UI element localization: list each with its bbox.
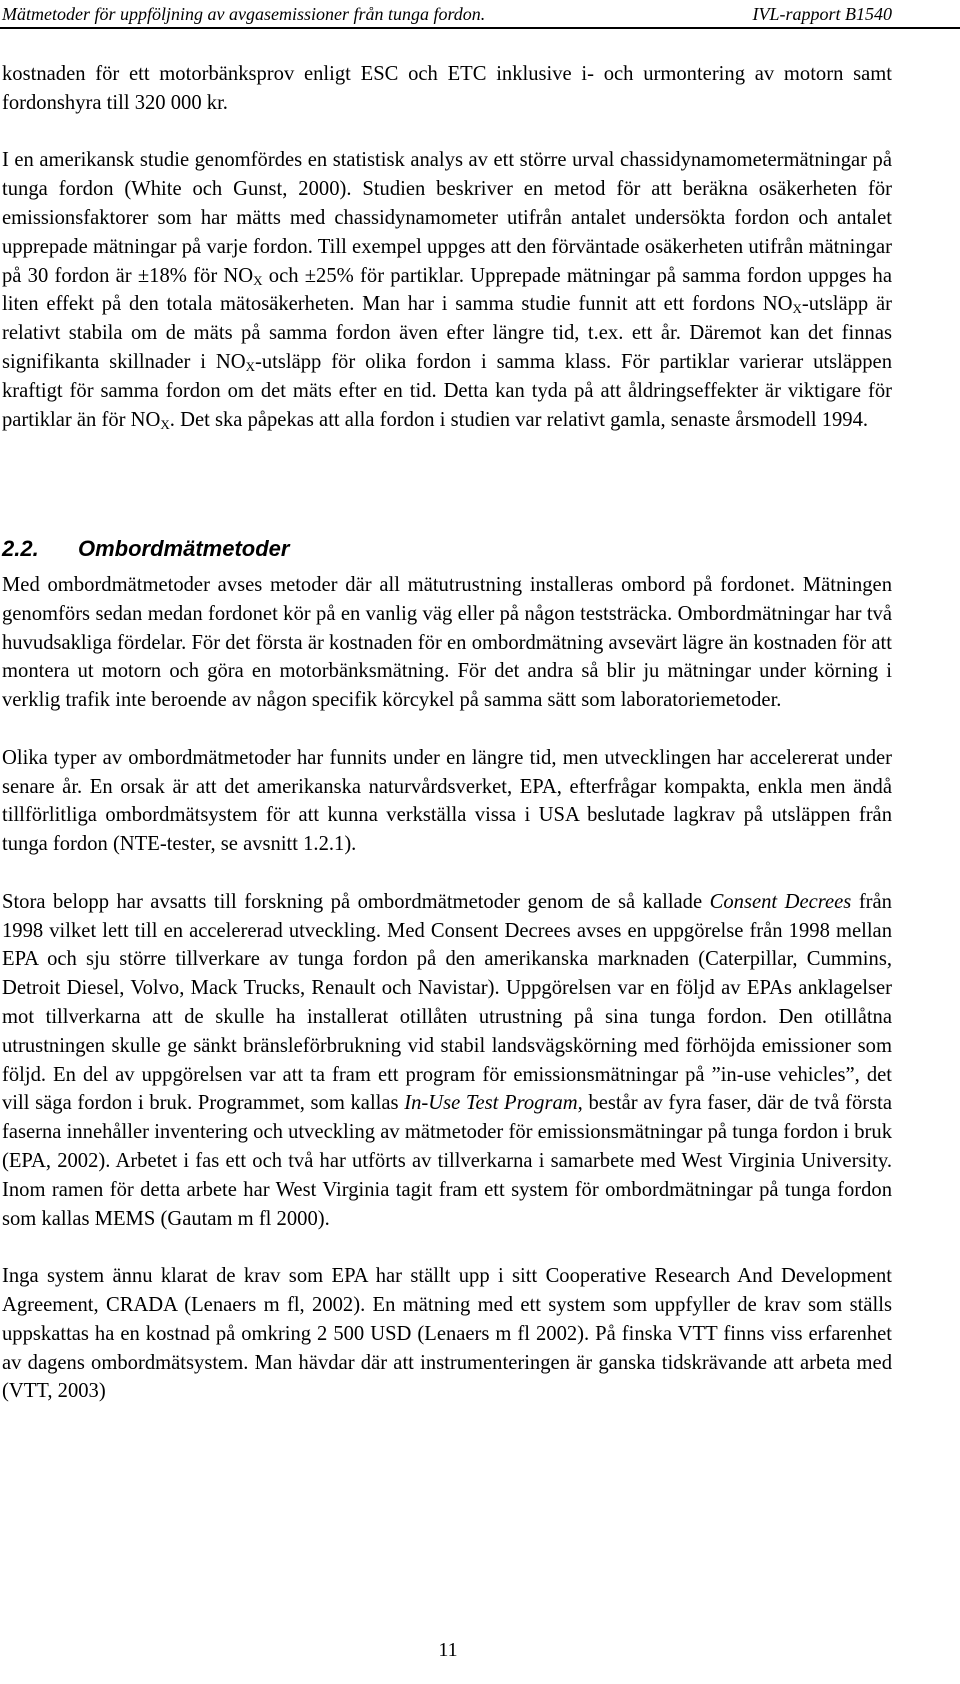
page-number: 11 [438,1639,458,1661]
running-header [0,2,960,28]
paragraph-6: Inga system ännu klarat de krav som EPA har ställt upp i sitt Cooperative Research And Development Agreement, CRADA (Lenaers m fl, 2002). En mätning med ett system som uppfyller de krav som ställs uppskattas ha en kostnad på omkring 2 500 USD (Lenaers m fl 2002). På finska VTT finns viss erfarenhet av dagens ombordmätsystem. Man hävdar där att instrumenteringen är ganska tidskrävande att arbeta med (VTT, 2003) [2,1265,892,1403]
paragraph-1: kostnaden för ett motorbänksprov enligt ESC och ETC inklusive i- och urmontering av motorn samt fordonshyra till 320 000 kr. [2,63,892,114]
section-heading [2,536,289,562]
section-number: 2.2. [2,536,39,561]
section-title: Ombordmätmetoder [78,536,290,561]
paragraph-2: I en amerikansk studie genomfördes en statistisk analys av ett större urval chassidynamometermätningar på tunga fordon (White och Gunst, 2000). Studien beskriver en metod för att beräkna osäkerheten för emissionsfaktorer som har mätts med chassidynamometer utifrån antalet undersökta fordon och antalet upprepade mätningar på varje fordon. Till exempel uppges att den förväntade osäkerheten utifrån mätningar på 30 fordon är ±18% för $NO_X$ och ±25% för partiklar. Upprepade mätningar på samma fordon uppges ha liten effekt på den totala mätosäkerheten. Man har i samma studie funnit att ett fordons $NO_X$-utsläpp är relativt stabila om de mäts på samma fordon även efter längre tid, t.ex. ett år. Däremot kan det finnas signifikanta skillnader i $NO_X$-utsläpp för olika fordon i samma klass. För partiklar varierar utsläppen kraftigt för samma fordon om det mäts efter en tid. Detta kan tyda på att åldringseffekter är viktigare för partiklar än för $NO_X$. Det ska påpekas att alla fordon i studien var relativt gamla, senaste årsmodell 1994. [2,149,892,432]
header-report-number: IVL-rapport B1540 [752,4,892,24]
body-text-top [2,60,892,434]
header-divider [0,27,960,29]
header-title: Mätmetoder för uppföljning av avgasemissioner från tunga fordon. [2,4,486,24]
paragraph-4: Olika typer av ombordmätmetoder har funnits under en längre tid, men utvecklingen har accelererat under senare år. En orsak är att det amerikanska naturvårdsverket, EPA, efterfrågar kompakta, enkla men ändå tillförlitliga ombordmätsystem för att kunna verkställa vissa i USA beslutade lagkrav på utsläppen från tunga fordon (NTE-tester, se avsnitt 1.2.1). [2,746,892,856]
paragraph-5: Stora belopp har avsatts till forskning på ombordmätmetoder genom de så kallade Consent Decrees från 1998 vilket lett till en accelererad utveckling. Med Consent Decrees avses en uppgörelse från 1998 mellan EPA och sju större tillverkare av tunga fordon på den amerikanska marknaden (Caterpillar, Cummins, Detroit Diesel, Volvo, Mack Trucks, Renault och Navistar). Uppgörelsen var en följd av EPAs anklagelser mot tillverkarna att de skulle ha installerat otillåten utrustning på sina tunga fordon. Den otillåtna utrustningen skulle ge sänkt bränsleförbrukning vid stabil landsvägskörning med förhöjda emissioner som följd. En del av uppgörelsen var att ta fram ett program för emissionsmätningar på ”in-use vehicles”, det vill säga fordon i bruk. Programmet, som kallas In-Use Test Program, består av fyra faser, där de två första faserna innehåller inventering och utveckling av mätmetoder för emissionsmätningar på tunga fordon i bruk (EPA, 2002). Arbetet i fas ett och två har utförts av tillverkarna i samarbete med West Virginia University. Inom ramen för detta arbete har West Virginia tagit fram ett system för ombordmätningar på tunga fordon som kallas MEMS (Gautam m fl 2000). [2,890,892,1230]
paragraph-3: Med ombordmätmetoder avses metoder där all mätutrustning installeras ombord på fordonet. Mätningen genomförs sedan medan fordonet kör på en vanlig väg eller på någon teststräcka. Ombordmätningar har två huvudsakliga fördelar. För det första är kostnaden för en ombordmätning avsevärt lägre än kostnaden för att montera ut motorn och göra en motorbänksmätning. För det andra så blir ju mätningar under körning i verklig trafik inte beroende av någon specifik körcykel på samma sätt som laboratoriemetoder. [2,574,892,712]
body-text-section [2,571,892,1406]
